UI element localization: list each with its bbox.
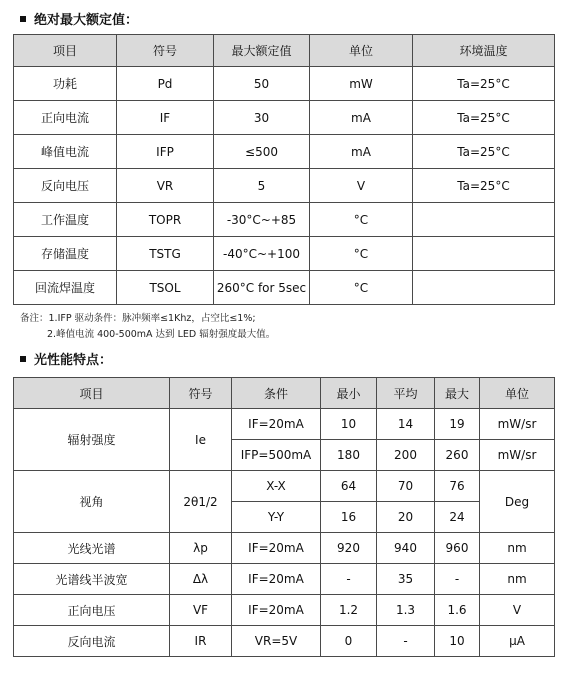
table-cell: Ta=25°C bbox=[413, 67, 555, 101]
table-row bbox=[14, 203, 555, 237]
table-cell: IF=20mA bbox=[232, 595, 321, 626]
table-cell: 200 bbox=[377, 440, 435, 471]
table-cell: mW/sr bbox=[480, 409, 555, 440]
table-cell: 10 bbox=[435, 626, 480, 657]
table-cell: IF=20mA bbox=[232, 409, 321, 440]
table-cell: Y-Y bbox=[232, 502, 321, 533]
header-cell: 最大额定值 bbox=[214, 35, 310, 67]
table-cell: 峰值电流 bbox=[14, 135, 117, 169]
table-cell: VR bbox=[117, 169, 214, 203]
table-cell: IFP=500mA bbox=[232, 440, 321, 471]
table-cell: TSOL bbox=[117, 271, 214, 305]
table-cell: °C bbox=[310, 237, 413, 271]
table-row bbox=[14, 67, 555, 101]
table-cell: 0 bbox=[321, 626, 377, 657]
table-cell: 光谱线半波宽 bbox=[14, 564, 170, 595]
header-cell: 环境温度 bbox=[413, 35, 555, 67]
table-row bbox=[14, 564, 555, 595]
header-cell: 单位 bbox=[310, 35, 413, 67]
header-cell: 单位 bbox=[480, 378, 555, 409]
table-cell: 35 bbox=[377, 564, 435, 595]
table-cell: 920 bbox=[321, 533, 377, 564]
table-cell: Ie bbox=[170, 409, 232, 471]
header-cell: 最小 bbox=[321, 378, 377, 409]
table-cell: 260 bbox=[435, 440, 480, 471]
table-row bbox=[14, 135, 555, 169]
table-row bbox=[14, 533, 555, 564]
table-cell: TOPR bbox=[117, 203, 214, 237]
bullet-square-icon bbox=[20, 356, 26, 362]
table-cell: 50 bbox=[214, 67, 310, 101]
table-cell: Δλ bbox=[170, 564, 232, 595]
header-cell: 符号 bbox=[170, 378, 232, 409]
table-cell: 30 bbox=[214, 101, 310, 135]
header-cell: 条件 bbox=[232, 378, 321, 409]
table-cell: 光线光谱 bbox=[14, 533, 170, 564]
table-cell: - bbox=[435, 564, 480, 595]
table-cell: - bbox=[377, 626, 435, 657]
table-row bbox=[14, 626, 555, 657]
table-cell: mA bbox=[310, 135, 413, 169]
table-cell: 14 bbox=[377, 409, 435, 440]
table-cell: -30°C~+85 bbox=[214, 203, 310, 237]
table-cell: λp bbox=[170, 533, 232, 564]
section1-title: 绝对最大额定值： bbox=[34, 13, 139, 28]
table-cell: 940 bbox=[377, 533, 435, 564]
table-cell bbox=[413, 271, 555, 305]
table-cell: 回流焊温度 bbox=[14, 271, 117, 305]
section1-heading bbox=[20, 9, 138, 28]
absolute-max-ratings-table bbox=[13, 34, 555, 305]
table-cell: VR=5V bbox=[232, 626, 321, 657]
table-cell: 24 bbox=[435, 502, 480, 533]
header-cell: 最大 bbox=[435, 378, 480, 409]
table-cell: 16 bbox=[321, 502, 377, 533]
bullet-square-icon bbox=[20, 16, 26, 22]
table-cell: Ta=25°C bbox=[413, 135, 555, 169]
table-cell: μA bbox=[480, 626, 555, 657]
table-row bbox=[14, 409, 555, 440]
table-cell: 960 bbox=[435, 533, 480, 564]
table-cell: 正向电压 bbox=[14, 595, 170, 626]
header-cell: 项目 bbox=[14, 378, 170, 409]
table-cell: nm bbox=[480, 564, 555, 595]
optical-characteristics-table bbox=[13, 377, 555, 657]
table-cell: mW bbox=[310, 67, 413, 101]
table-cell: 功耗 bbox=[14, 67, 117, 101]
table-cell: IF bbox=[117, 101, 214, 135]
table-cell: IF=20mA bbox=[232, 564, 321, 595]
table-cell: mW/sr bbox=[480, 440, 555, 471]
table-row bbox=[14, 169, 555, 203]
table-cell: 70 bbox=[377, 471, 435, 502]
table-cell: 正向电流 bbox=[14, 101, 117, 135]
table-cell: 反向电流 bbox=[14, 626, 170, 657]
table-row bbox=[14, 101, 555, 135]
table-cell: 64 bbox=[321, 471, 377, 502]
table-header-row bbox=[14, 35, 555, 67]
table-cell: 1.3 bbox=[377, 595, 435, 626]
table-cell: Deg bbox=[480, 471, 555, 533]
table-cell: Ta=25°C bbox=[413, 101, 555, 135]
header-cell: 平均 bbox=[377, 378, 435, 409]
table-cell: 1.2 bbox=[321, 595, 377, 626]
table-cell: nm bbox=[480, 533, 555, 564]
table-cell: 视角 bbox=[14, 471, 170, 533]
section2-title: 光性能特点： bbox=[34, 353, 113, 368]
table-row bbox=[14, 237, 555, 271]
table-row bbox=[14, 595, 555, 626]
table-cell: 1.6 bbox=[435, 595, 480, 626]
table-row bbox=[14, 471, 555, 502]
table-cell: 19 bbox=[435, 409, 480, 440]
table-cell: 存储温度 bbox=[14, 237, 117, 271]
header-cell: 项目 bbox=[14, 35, 117, 67]
table-cell: 76 bbox=[435, 471, 480, 502]
table-cell: 2θ1/2 bbox=[170, 471, 232, 533]
table-header-row bbox=[14, 378, 555, 409]
table-cell: 辐射强度 bbox=[14, 409, 170, 471]
table-cell: V bbox=[310, 169, 413, 203]
table-cell bbox=[413, 237, 555, 271]
table-cell: °C bbox=[310, 271, 413, 305]
table-cell: VF bbox=[170, 595, 232, 626]
section2-heading bbox=[20, 349, 112, 368]
table-cell: 10 bbox=[321, 409, 377, 440]
note-line: 备注：1.IFP 驱动条件：脉冲频率≤1Khz，占空比≤1%; bbox=[20, 313, 256, 324]
table-cell: °C bbox=[310, 203, 413, 237]
table-cell: 工作温度 bbox=[14, 203, 117, 237]
table-cell: TSTG bbox=[117, 237, 214, 271]
table-cell: 反向电压 bbox=[14, 169, 117, 203]
table-cell: 20 bbox=[377, 502, 435, 533]
table-cell: Ta=25°C bbox=[413, 169, 555, 203]
table-cell: -40°C~+100 bbox=[214, 237, 310, 271]
table-cell: V bbox=[480, 595, 555, 626]
footnotes bbox=[20, 311, 275, 343]
table-cell: 5 bbox=[214, 169, 310, 203]
table-cell: Pd bbox=[117, 67, 214, 101]
table-cell: - bbox=[321, 564, 377, 595]
table-cell bbox=[413, 203, 555, 237]
table-cell: mA bbox=[310, 101, 413, 135]
header-cell: 符号 bbox=[117, 35, 214, 67]
table-row bbox=[14, 271, 555, 305]
table-cell: IR bbox=[170, 626, 232, 657]
table-cell: X-X bbox=[232, 471, 321, 502]
table-cell: IFP bbox=[117, 135, 214, 169]
table-cell: 260°C for 5sec bbox=[214, 271, 310, 305]
table-cell: ≤500 bbox=[214, 135, 310, 169]
table-cell: IF=20mA bbox=[232, 533, 321, 564]
note-line: 2.峰值电流 400-500mA 达到 LED 辐射强度最大值。 bbox=[47, 329, 276, 340]
table-cell: 180 bbox=[321, 440, 377, 471]
